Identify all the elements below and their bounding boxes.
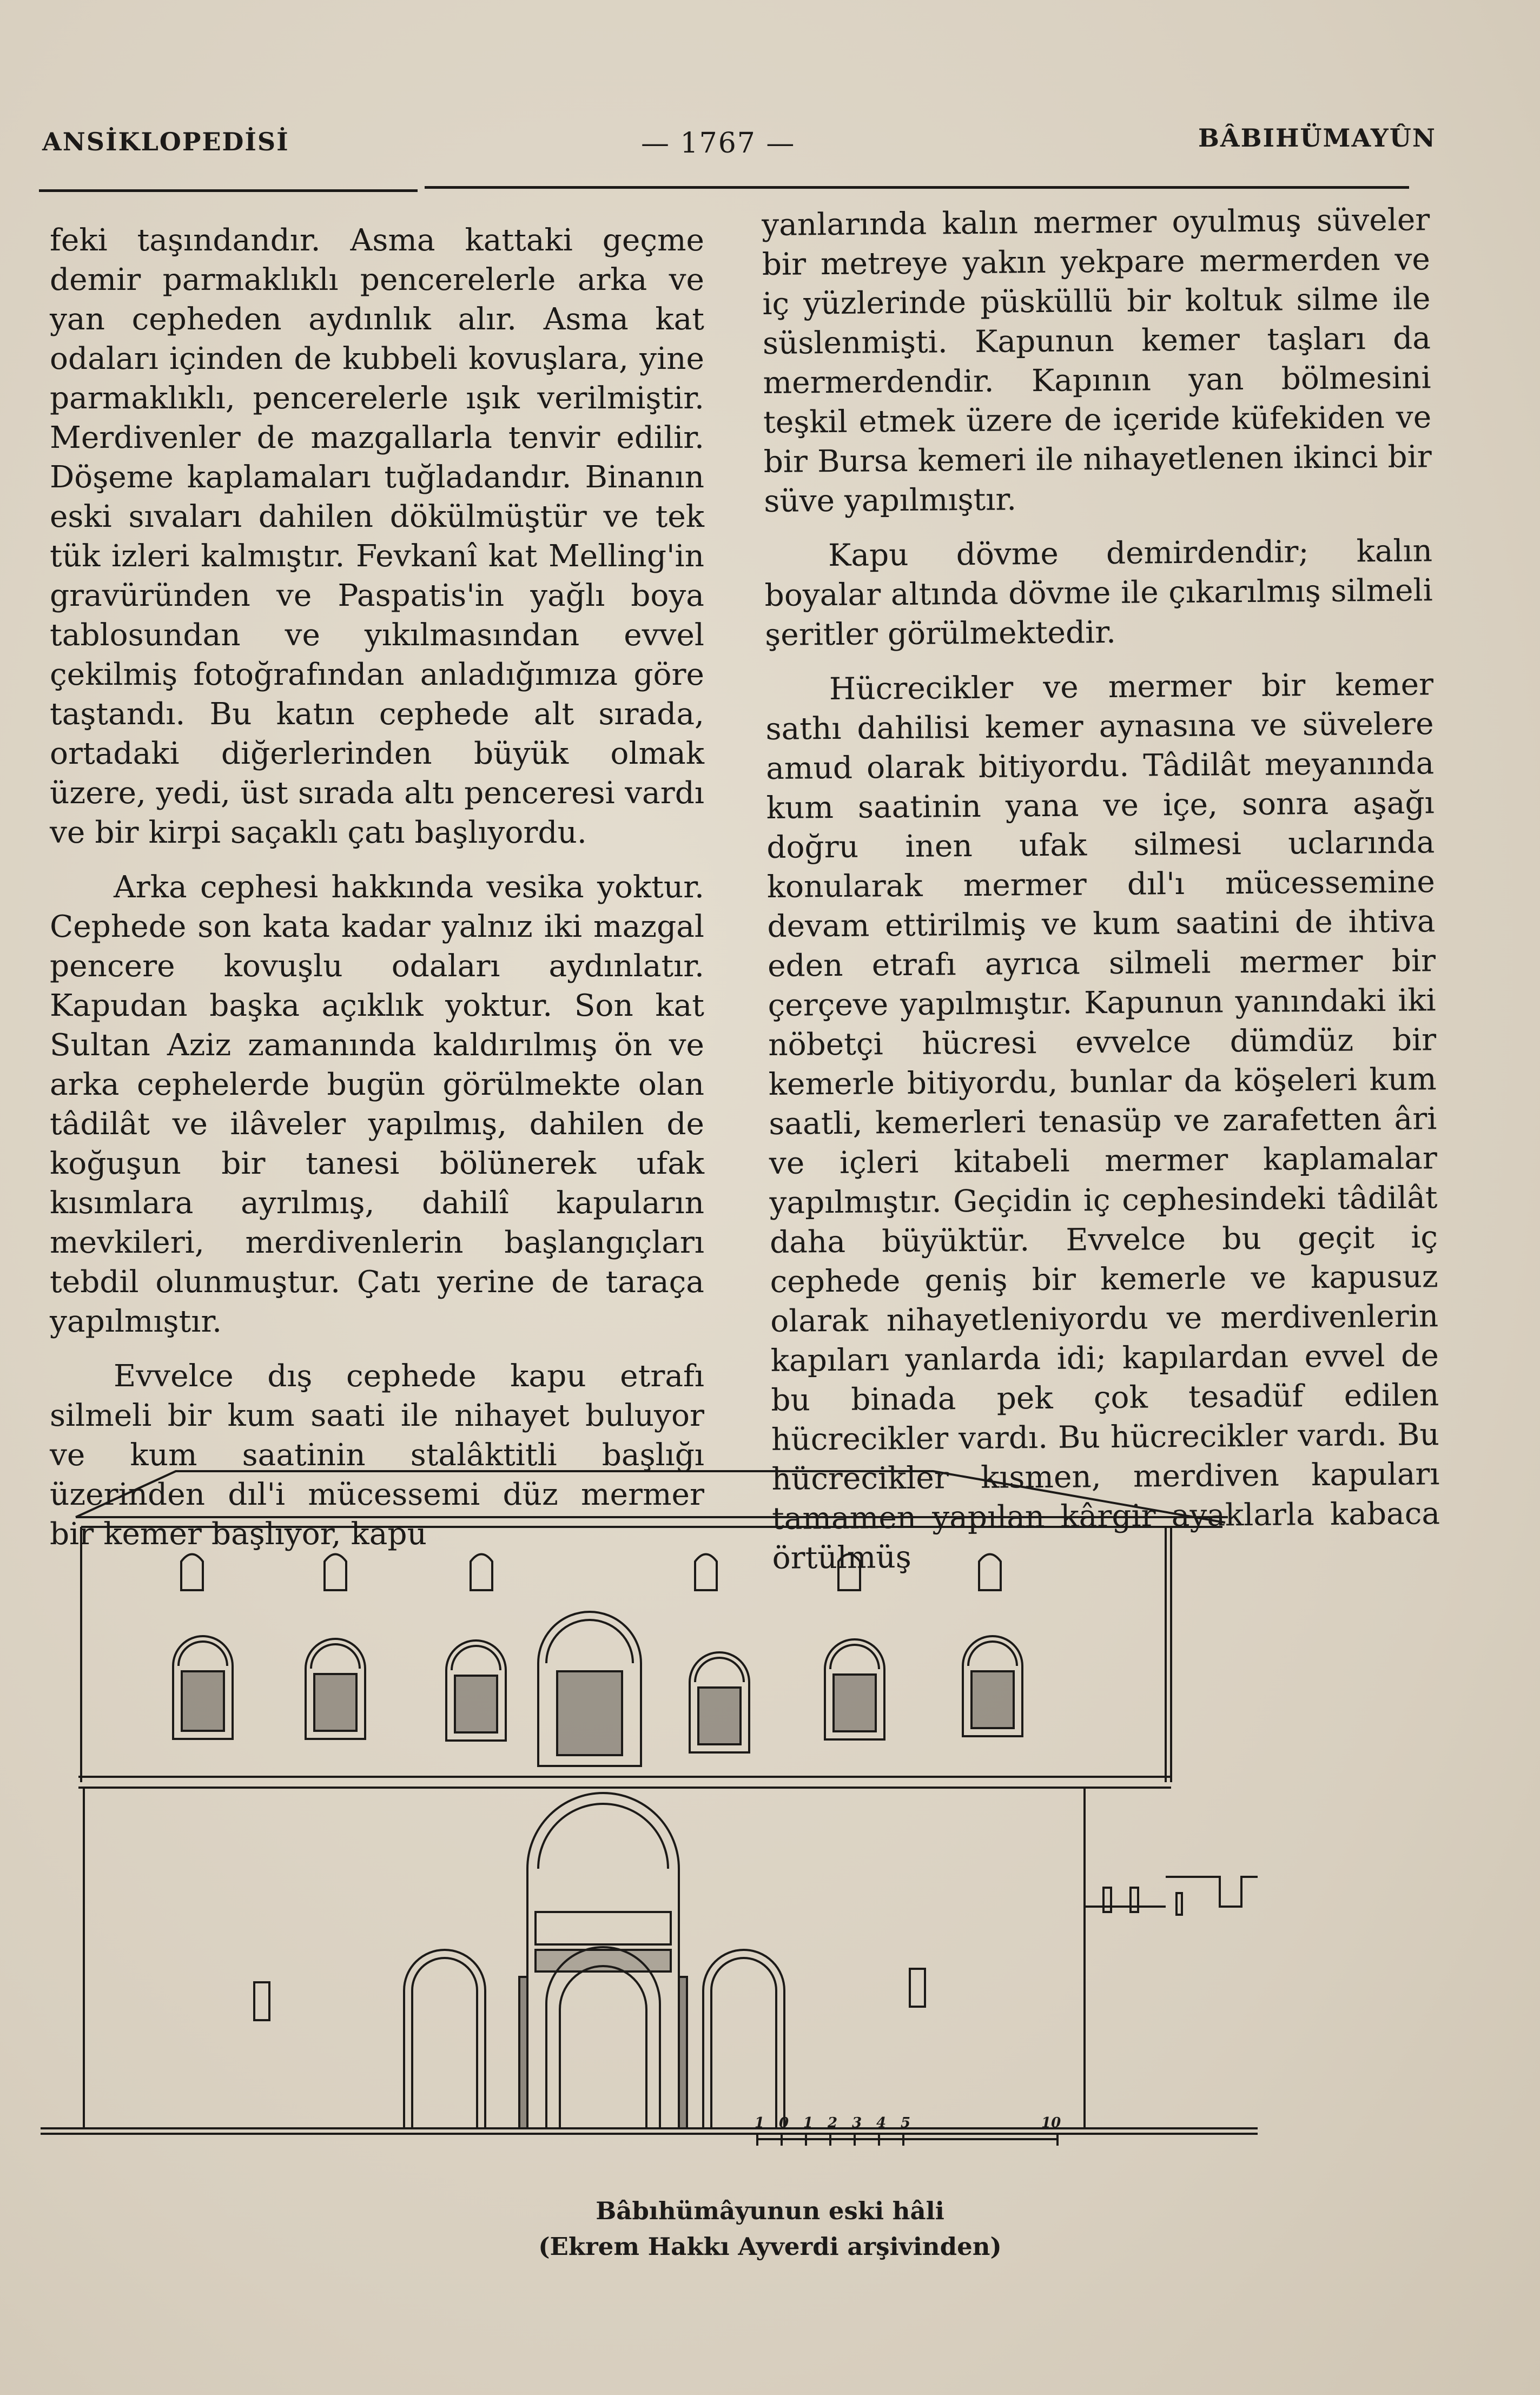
scale-label-3: 2 [828, 2115, 838, 2131]
scale-label-2: 1 [803, 2115, 814, 2131]
gate-inner-arch [538, 1804, 668, 1869]
upper-arched-window-4-inner-arch [830, 1645, 879, 1669]
facade-elevation-svg [41, 1436, 1258, 2193]
right-column [762, 200, 1440, 1578]
gate-door [560, 1966, 646, 2128]
left-column [50, 221, 704, 1554]
upper-arched-window-5-inner-arch [968, 1642, 1017, 1666]
upper-arched-window-3-inner-arch [695, 1658, 744, 1682]
header-left-title: ANSİKLOPEDİSİ [42, 127, 289, 156]
upper-slit-window-5 [979, 1554, 1001, 1591]
scale-label-5: 4 [876, 2115, 887, 2131]
side-slit-1 [1103, 1888, 1111, 1912]
figure-caption [0, 2193, 1540, 2265]
lower-slit-right [910, 1969, 925, 2007]
header-rule-right [425, 186, 1409, 189]
header-rule-left [39, 189, 418, 192]
scale-label-0: 1 [755, 2115, 765, 2131]
upper-arched-window-3-grille [698, 1688, 741, 1744]
scale-label-7: 10 [1041, 2115, 1061, 2131]
upper-slit-window-4 [838, 1554, 860, 1591]
page-number: — 1767 — [641, 127, 796, 160]
right-niche-inner [711, 1958, 776, 2128]
left-paragraph-1: feki taşındandır. Asma kattaki geçme demir parmaklıklı pencerelerle arka ve yan cepheden aydınlık alır. Asma kat odaları içinden de kubbeli kovuşlara, yine parmaklıklı, pencerelerle ışık verilmiştir. Merdivenler de mazgallarla tenvir edilir. Döşeme kaplamaları tuğladandır. Binanın eski sıvaları dahilen dökülmüştür ve tek tük izleri kalmıştır. Fevkanî kat Melling'in gravüründen ve Paspatis'in yağlı boya tablosundan ve yıkılmasından evvel çekilmiş fotoğrafından anladığımıza göre taştandı. Bu katın cephede alt sırada, ortadaki diğerlerinden büyük olmak üzere, yedi, üst sırada altı penceresi vardı ve bir kirpi saçaklı çatı başlıyordu. [50, 223, 704, 850]
facade-drawing [41, 1436, 1258, 2312]
left-paragraph-3: Evvelce dış cephede kapu etrafı silmeli bir kum saati ile nihayet buluyor ve kum saatinin stalâktitli başlığı üzerinden dıl'i mücessemi düz mermer bir kemer başlıyor, kapu [50, 1359, 704, 1552]
upper-arched-window-1-grille [314, 1674, 356, 1731]
right-paragraph-3: Hücrecikler ve mermer bir kemer sathı dahilisi kemer aynasına ve süvelere amud olarak bitiyordu. Tâdilât meyanında kum saatinin yana ve içe, sonra aşağı doğru inen ufak silmesi uclarında konularak mermer dıl'ı mücessemine devam ettirilmiş ve kum saatini de ihtiva eden etrafı ayrıca silmeli mermer bir çerçeve yapılmıştır. Kapunun yanındaki iki nöbetçi hücresi evvelce dümdüz bir kemerle bitiyordu, bunlar da köşeleri kum saatli, kemerleri tenasüp ve zarafetten âri ve içleri kitabeli mermer kaplamalar yapılmıştır. Geçidin iç cephesindeki tâdilât daha büyüktür. Evvelce bu geçit iç cephede geniş bir kemerle ve kapusuz olarak nihayetleniyordu ve merdivenlerin kapıları yanlarda idi; kapılardan evvel de bu binada pek çok tesadüf edilen hücrecikler vardı. Bu hücrecikler vardı. Bu hücrecikler kısmen, merdiven kapuları tamamen yapılan kârgir ayaklarla kabaca örtülmüş [765, 667, 1440, 1576]
gate-inscription-panel [536, 1912, 671, 1944]
upper-arched-window-0-grille [182, 1671, 224, 1731]
gate-stalactite-band [536, 1950, 671, 1971]
central-window-grille [557, 1671, 622, 1755]
scale-label-6: 5 [901, 2115, 911, 2131]
gate-right-jamb [679, 1977, 687, 2128]
side-slit-3 [1177, 1893, 1182, 1915]
gate-doorway [546, 1947, 660, 2128]
left-niche-inner [412, 1958, 477, 2128]
gate-left-jamb [519, 1977, 527, 2128]
roof-outline [76, 1471, 1225, 1523]
scale-label-1: 0 [779, 2115, 789, 2131]
upper-slit-window-2 [471, 1554, 492, 1591]
caption-line-2: (Ekrem Hakkı Ayverdi arşivinden) [538, 2232, 1002, 2261]
upper-arched-window-4-grille [834, 1675, 876, 1731]
central-window-inner-arch [546, 1620, 633, 1663]
right-paragraph-1: yanlarında kalın mermer oyulmuş süveler bir metreye yakın yekpare mermerden ve iç yüzlerinde püsküllü bir koltuk silme ile süslenmişti. Kapunun kemer taşları da mermerdendir. Kapının yan bölmesini teşkil etmek üzere de içeride küfekiden ve bir Bursa kemeri ile nihayetlenen ikinci bir süve yapılmıştır. [762, 202, 1432, 519]
upper-slit-window-3 [695, 1554, 717, 1591]
side-slit-2 [1131, 1888, 1138, 1912]
caption-line-1: Bâbıhümâyunun eski hâli [596, 2196, 944, 2225]
lower-slit-left [254, 1982, 269, 2020]
upper-arched-window-2-grille [455, 1676, 497, 1732]
right-paragraph-2: Kapu dövme demirdendir; kalın boyalar altında dövme ile çıkarılmış silmeli şeritler görülmektedir. [764, 533, 1433, 653]
scale-label-4: 3 [852, 2115, 862, 2131]
upper-arched-window-5-grille [971, 1671, 1014, 1728]
upper-slit-window-0 [181, 1554, 203, 1591]
crenellation [1166, 1877, 1258, 1907]
upper-arched-window-0-inner-arch [179, 1642, 227, 1666]
left-paragraph-2: Arka cephesi hakkında vesika yoktur. Cephede son kata kadar yalnız iki mazgal pencere kovuşlu odaları aydınlatır. Kapudan başka açıklık yoktur. Son kat Sultan Aziz zamanında kaldırılmış ön ve arka cephelerde bugün görülmekte olan tâdilât ve ilâveler yapılmış, dahilen de koğuşun bir tanesi bölünerek ufak kısımlara ayrılmış, dahilî kapuların mevkileri, merdivenlerin başlangıçları tebdil olunmuştur. Çatı yerine de taraça yapılmıştır. [50, 870, 704, 1339]
upper-arched-window-1-inner-arch [311, 1644, 360, 1669]
header-right-title: BÂBIHÜMAYÛN [1198, 123, 1436, 153]
upper-arched-window-2-inner-arch [452, 1646, 500, 1670]
upper-slit-window-1 [325, 1554, 346, 1591]
